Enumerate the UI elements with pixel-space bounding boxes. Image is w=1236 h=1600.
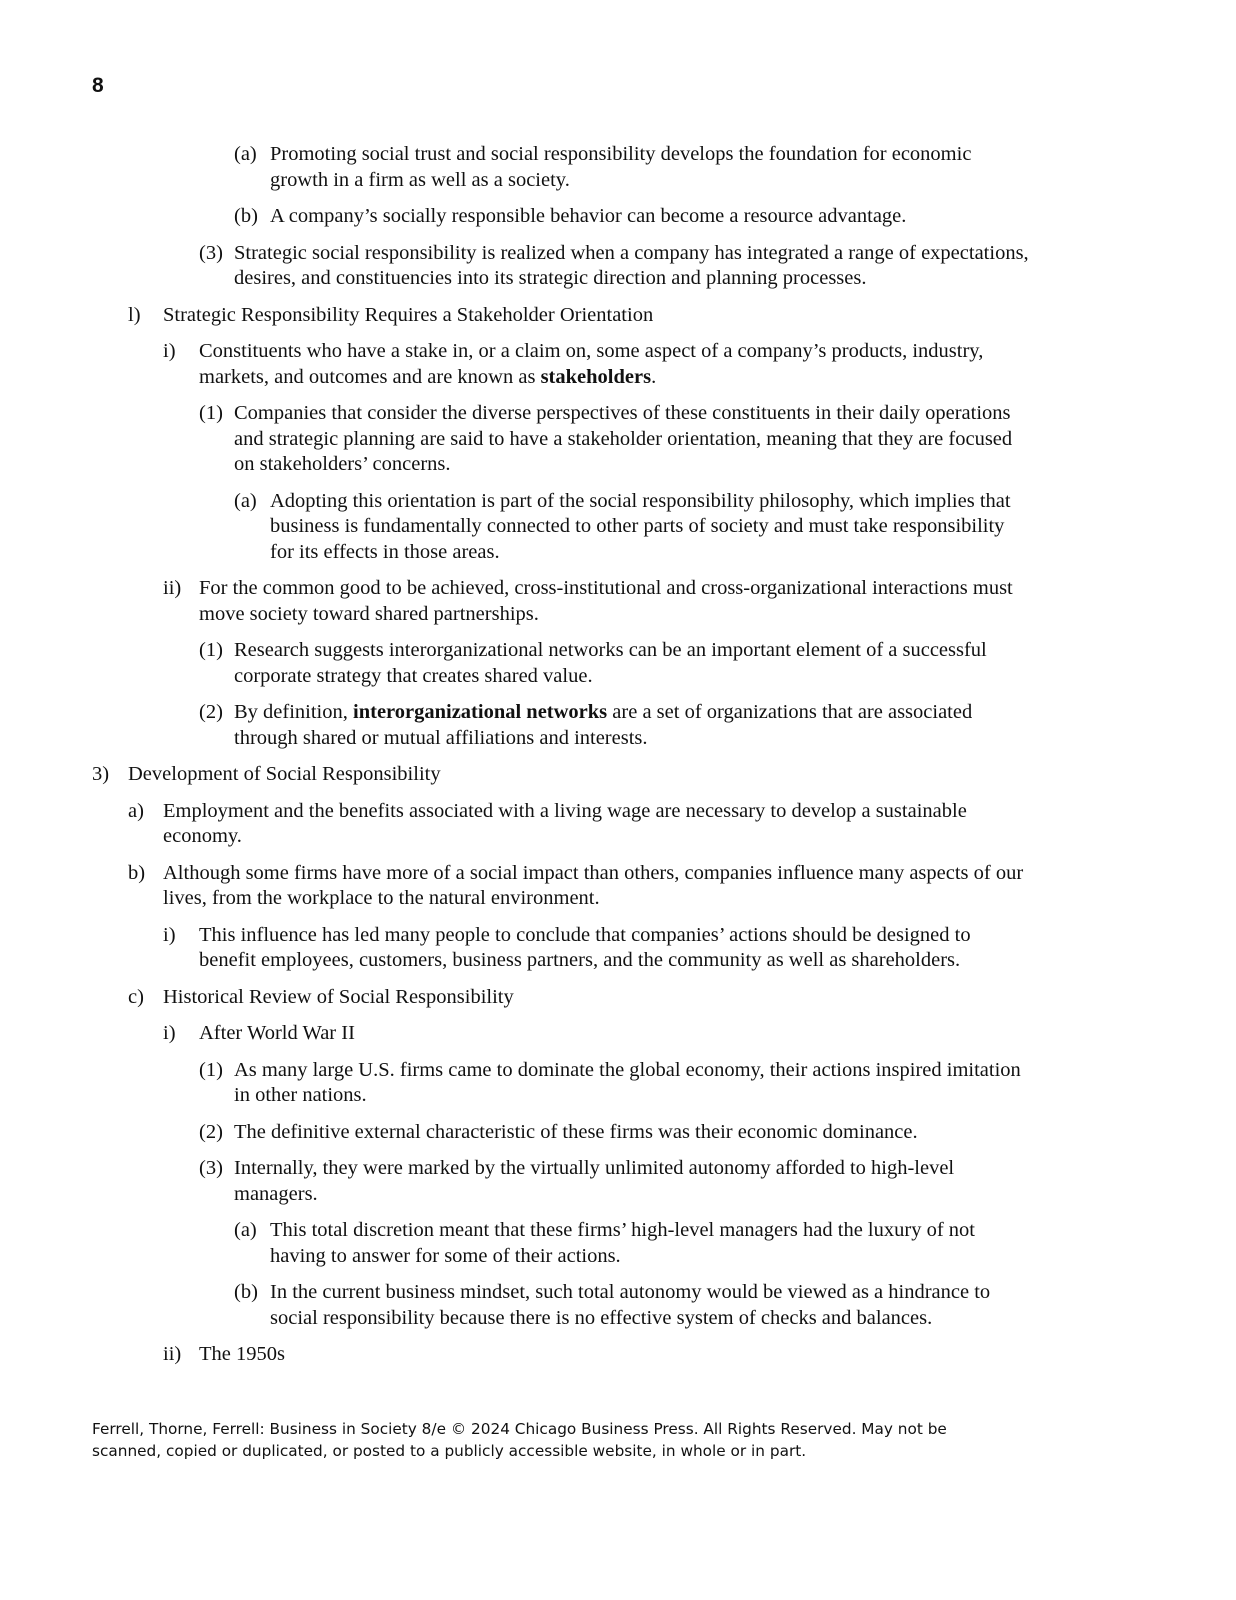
- outline-text: [128, 762, 1032, 788]
- outline-marker: ii): [163, 577, 182, 599]
- outline-marker: (a): [234, 143, 257, 165]
- outline-item: [0, 1280, 1236, 1331]
- defined-term: interorganizational networks: [353, 701, 608, 723]
- outline-item: [0, 861, 1236, 912]
- outline-item: [0, 1342, 1236, 1368]
- outline-marker: (1): [199, 1058, 223, 1081]
- outline-text-run: In the current business mindset, such total autonomy would be viewed as a hindrance to social responsibility because there is no effective system of checks and balances.: [270, 1281, 991, 1329]
- outline-text: [199, 576, 1032, 627]
- outline-text-run: Research suggests interorganizational networks can be an important element of a successful corporate strategy that creates shared value.: [234, 639, 987, 687]
- outline-text-run: A company’s socially responsible behavior can become a resource advantage.: [270, 205, 907, 227]
- outline-marker: (2): [199, 1120, 223, 1143]
- outline-text-run: Strategic Responsibility Requires a Stakeholder Orientation: [163, 303, 654, 326]
- outline-item: [0, 1156, 1236, 1207]
- outline-marker: c): [128, 985, 144, 1008]
- outline-marker: a): [128, 799, 144, 822]
- defined-term: stakeholders: [540, 365, 652, 388]
- outline-text: [163, 303, 1032, 329]
- outline-text-run: Adopting this orientation is part of the social responsibility philosophy, which implies that business is fundamentally connected to other parts of society and must take responsibility for its effects in those areas.: [270, 489, 1011, 563]
- outline-text-run: The definitive external characteristic of these firms was their economic dominance.: [234, 1120, 918, 1143]
- outline-marker: i): [163, 340, 176, 362]
- outline-body: [0, 142, 1236, 1379]
- outline-marker: i): [163, 923, 176, 946]
- outline-marker: ii): [163, 1343, 182, 1365]
- outline-text-run: Employment and the benefits associated with a living wage are necessary to develop a sustainable economy.: [163, 799, 967, 847]
- outline-item: [0, 923, 1236, 974]
- outline-marker: (a): [234, 1219, 257, 1241]
- outline-item: [0, 489, 1236, 566]
- footer-line-1: Ferrell, Thorne, Ferrell: Business in Society 8/e © 2024 Chicago Business Press. All Rights Reserved. May not be: [92, 1420, 947, 1438]
- outline-text: [270, 1218, 1032, 1269]
- outline-item: [0, 799, 1236, 850]
- outline-text: [270, 1280, 1032, 1331]
- outline-text: [199, 1342, 1032, 1368]
- outline-text: [234, 1058, 1032, 1109]
- outline-item: [0, 339, 1236, 390]
- outline-item: [0, 762, 1236, 788]
- outline-text-run: As many large U.S. firms came to dominate the global economy, their actions inspired imitation in other nations.: [234, 1058, 1021, 1106]
- outline-item: [0, 1120, 1236, 1146]
- outline-text: [163, 985, 1032, 1011]
- outline-item: [0, 576, 1236, 627]
- outline-marker: b): [128, 861, 146, 884]
- outline-text-run: After World War II: [199, 1022, 355, 1044]
- outline-item: [0, 985, 1236, 1011]
- outline-text: [234, 700, 1032, 751]
- footer-line-2: scanned, copied or duplicated, or posted to a publicly accessible website, in whole or in part.: [92, 1442, 807, 1460]
- outline-marker: (3): [199, 241, 223, 264]
- outline-text-run: Companies that consider the diverse perspectives of these constituents in their daily operations and strategic planning are said to have a stakeholder orientation, meaning that they are focused on stakeholders’ concerns.: [234, 402, 1013, 475]
- outline-marker: (b): [234, 1281, 258, 1303]
- outline-text-run: By definition,: [234, 701, 354, 723]
- outline-marker: (b): [234, 205, 258, 227]
- outline-text-run: The 1950s: [199, 1343, 285, 1365]
- outline-item: [0, 303, 1236, 329]
- outline-marker: (1): [199, 402, 223, 424]
- outline-marker: (3): [199, 1157, 223, 1179]
- outline-item: [0, 1218, 1236, 1269]
- outline-text-run: For the common good to be achieved, cross-institutional and cross-organizational interactions must move society toward shared partnerships.: [199, 577, 1013, 625]
- page-number: 8: [92, 74, 104, 97]
- outline-text: [163, 799, 1032, 850]
- outline-text-run: are a set of organizations that are associated through shared or mutual affiliations and interests.: [234, 701, 973, 749]
- outline-text-run: This total discretion meant that these firms’ high-level managers had the luxury of not having to answer for some of their actions.: [270, 1219, 975, 1267]
- outline-text: [270, 142, 1032, 193]
- copyright-footer: [92, 1418, 992, 1462]
- outline-text-run: Historical Review of Social Responsibility: [163, 985, 514, 1008]
- outline-text-run: .: [651, 365, 657, 388]
- outline-text: [270, 489, 1032, 566]
- outline-text-run: Internally, they were marked by the virtually unlimited autonomy afforded to high-level managers.: [234, 1157, 955, 1205]
- outline-item: [0, 638, 1236, 689]
- outline-item: [0, 1021, 1236, 1047]
- outline-text: [199, 923, 1032, 974]
- outline-text: [234, 1120, 1032, 1146]
- outline-item: [0, 1058, 1236, 1109]
- outline-item: [0, 241, 1236, 292]
- outline-text: [234, 401, 1032, 478]
- outline-marker: (1): [199, 639, 223, 661]
- outline-item: [0, 700, 1236, 751]
- outline-text-run: Constituents who have a stake in, or a claim on, some aspect of a company’s products, industry, markets, and outcomes and are known as: [199, 340, 984, 388]
- outline-text-run: This influence has led many people to conclude that companies’ actions should be designed to benefit employees, customers, business partners, and the community as well as shareholders.: [199, 923, 971, 971]
- outline-text-run: Development of Social Responsibility: [128, 763, 441, 785]
- outline-text: [234, 638, 1032, 689]
- outline-marker: l): [128, 303, 141, 326]
- outline-text-run: Although some firms have more of a social impact than others, companies influence many aspects of our lives, from the workplace to the natural environment.: [163, 861, 1024, 909]
- outline-marker: 3): [92, 763, 110, 785]
- outline-marker: (2): [199, 701, 223, 723]
- outline-text: [234, 241, 1032, 292]
- outline-marker: i): [163, 1022, 176, 1044]
- outline-item: [0, 142, 1236, 193]
- outline-text: [199, 339, 1032, 390]
- outline-text-run: Strategic social responsibility is realized when a company has integrated a range of expectations, desires, and constituencies into its strategic direction and planning processes.: [234, 241, 1029, 289]
- outline-text-run: Promoting social trust and social responsibility develops the foundation for economic growth in a firm as well as a society.: [270, 143, 972, 191]
- outline-text: [163, 861, 1032, 912]
- outline-text: [234, 1156, 1032, 1207]
- outline-text: [270, 204, 1032, 230]
- outline-marker: (a): [234, 489, 257, 512]
- outline-text: [199, 1021, 1032, 1047]
- outline-item: [0, 204, 1236, 230]
- outline-item: [0, 401, 1236, 478]
